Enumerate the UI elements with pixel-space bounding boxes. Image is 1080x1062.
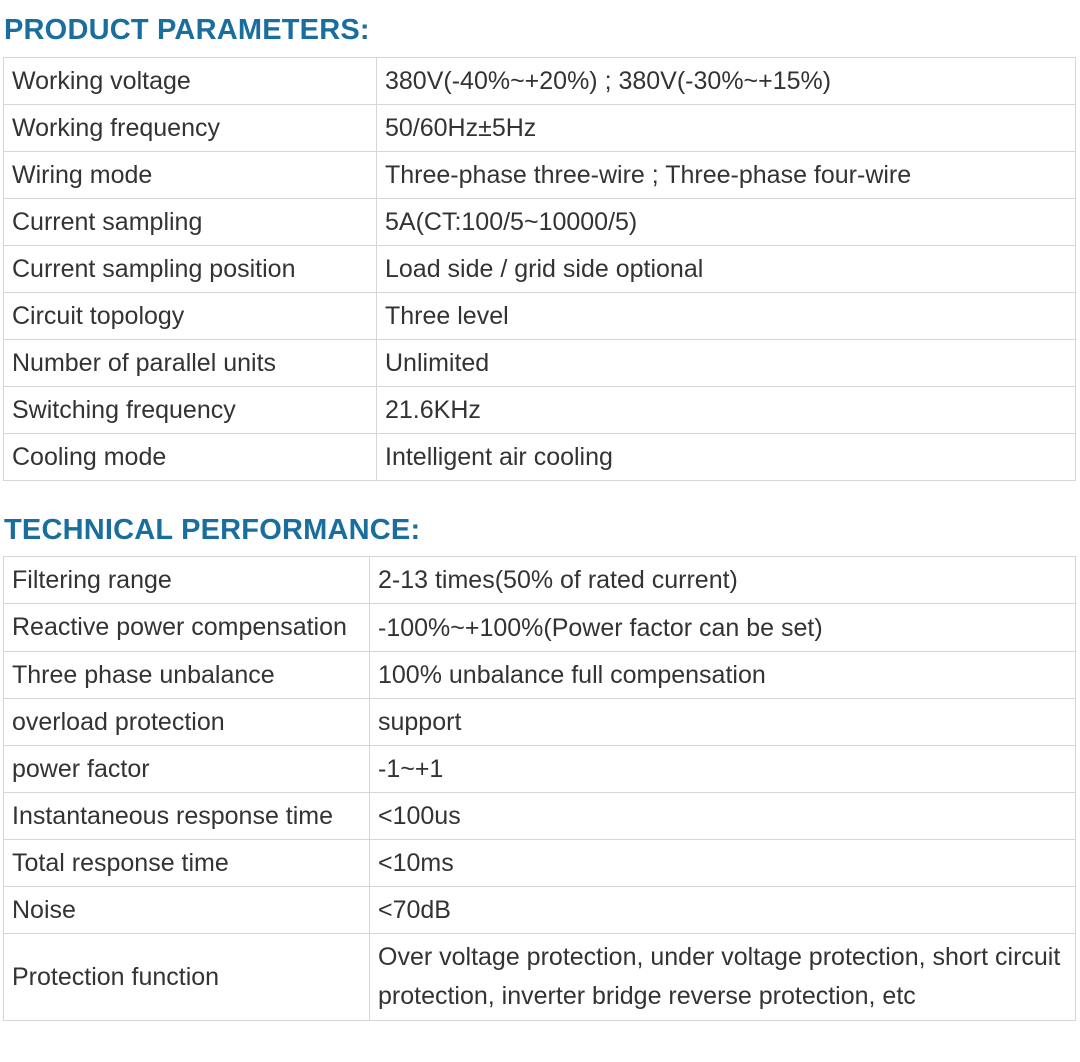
- perf-label: Total response time: [4, 840, 370, 887]
- param-value: 21.6KHz: [377, 387, 1076, 434]
- perf-value: <70dB: [370, 887, 1076, 934]
- perf-label: Instantaneous response time: [4, 793, 370, 840]
- perf-value: <100us: [370, 793, 1076, 840]
- table-row: [4, 58, 1076, 105]
- perf-value: -1~+1: [370, 746, 1076, 793]
- technical-performance-table: [3, 556, 1076, 1021]
- param-label: Current sampling: [4, 199, 377, 246]
- table-row: [4, 246, 1076, 293]
- param-value: Load side / grid side optional: [377, 246, 1076, 293]
- param-label: Wiring mode: [4, 152, 377, 199]
- param-value: 50/60Hz±5Hz: [377, 105, 1076, 152]
- table-row: [4, 340, 1076, 387]
- param-label: Working frequency: [4, 105, 377, 152]
- table-row: [4, 840, 1076, 887]
- perf-value: Over voltage protection, under voltage protection, short circuit protection, inverter bridge reverse protection, etc: [370, 934, 1076, 1021]
- perf-label: Three phase unbalance: [4, 652, 370, 699]
- param-label: Number of parallel units: [4, 340, 377, 387]
- table-row: [4, 557, 1076, 604]
- param-value: Three-phase three-wire ; Three-phase four-wire: [377, 152, 1076, 199]
- perf-label: overload protection: [4, 699, 370, 746]
- table-row: [4, 793, 1076, 840]
- table-row: [4, 934, 1076, 1021]
- perf-label: Filtering range: [4, 557, 370, 604]
- table-row: [4, 199, 1076, 246]
- param-label: Circuit topology: [4, 293, 377, 340]
- perf-value: <10ms: [370, 840, 1076, 887]
- table-row: [4, 887, 1076, 934]
- perf-label: Reactive power compensation: [4, 604, 370, 652]
- product-parameters-title: PRODUCT PARAMETERS:: [4, 14, 370, 46]
- table-row: [4, 434, 1076, 481]
- product-parameters-table: [3, 57, 1076, 481]
- param-value: 5A(CT:100/5~10000/5): [377, 199, 1076, 246]
- param-value: Three level: [377, 293, 1076, 340]
- table-row: [4, 652, 1076, 699]
- perf-value: -100%~+100%(Power factor can be set): [370, 604, 1076, 652]
- param-value: Unlimited: [377, 340, 1076, 387]
- table-row: [4, 293, 1076, 340]
- table-row: [4, 699, 1076, 746]
- perf-value: support: [370, 699, 1076, 746]
- param-value: 380V(-40%~+20%) ; 380V(-30%~+15%): [377, 58, 1076, 105]
- perf-value: 100% unbalance full compensation: [370, 652, 1076, 699]
- technical-performance-title: TECHNICAL PERFORMANCE:: [4, 514, 421, 546]
- table-row: [4, 387, 1076, 434]
- param-label: Current sampling position: [4, 246, 377, 293]
- param-label: Switching frequency: [4, 387, 377, 434]
- perf-label: Noise: [4, 887, 370, 934]
- perf-label: power factor: [4, 746, 370, 793]
- table-row: [4, 746, 1076, 793]
- param-value: Intelligent air cooling: [377, 434, 1076, 481]
- table-row: [4, 105, 1076, 152]
- param-label: Cooling mode: [4, 434, 377, 481]
- table-row: [4, 152, 1076, 199]
- param-label: Working voltage: [4, 58, 377, 105]
- perf-label: Protection function: [4, 934, 370, 1021]
- perf-value: 2-13 times(50% of rated current): [370, 557, 1076, 604]
- table-row: [4, 604, 1076, 652]
